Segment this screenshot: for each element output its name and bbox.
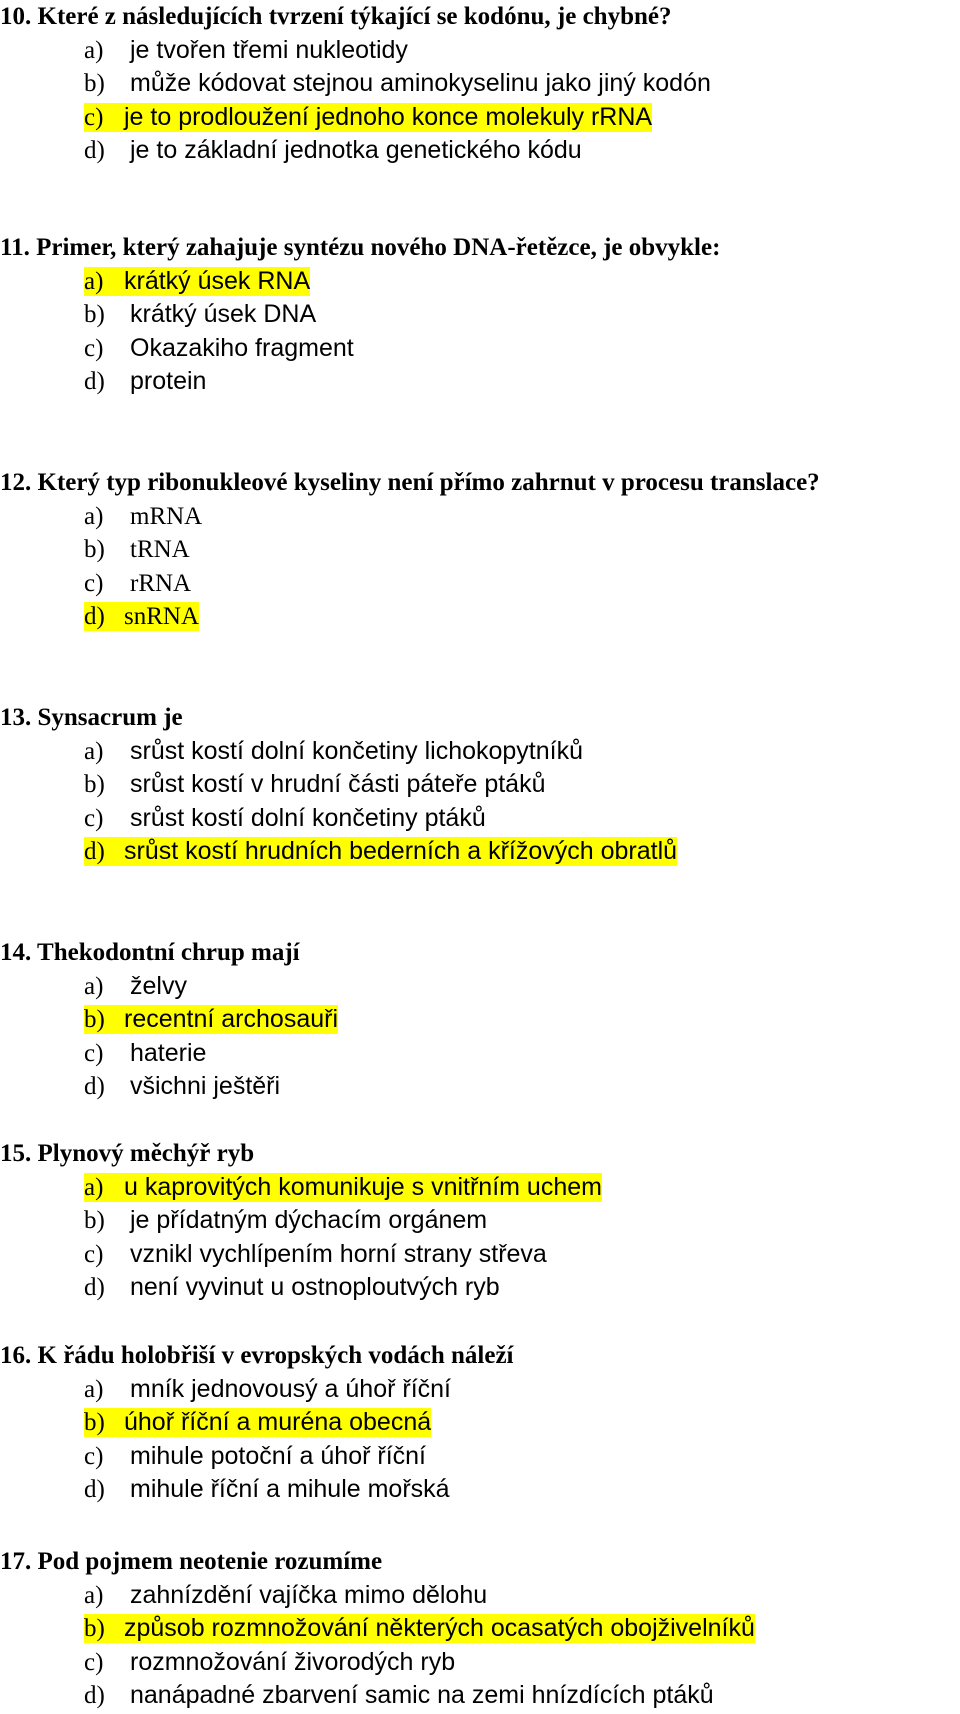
option-letter: b) (84, 771, 105, 798)
option-d (0, 1271, 960, 1305)
option-c (0, 1646, 960, 1680)
option-letter: b) (84, 1615, 105, 1642)
option-text: vznikl vychlípením horní strany střeva (130, 1239, 547, 1268)
option-b (0, 1204, 960, 1238)
option-c (0, 1238, 960, 1272)
answer-highlight (84, 602, 199, 631)
option-text: rRNA (130, 569, 192, 597)
option-b (0, 298, 960, 332)
option-text: srůst kostí v hrudní části páteře ptáků (130, 770, 546, 798)
option-text: je přídatným dýchacím orgánem (130, 1206, 488, 1234)
answer-highlight (84, 1173, 602, 1202)
option-letter: d) (84, 603, 105, 630)
question-title: 16. K řádu holobřiší v evropských vodách náleží (0, 1342, 514, 1369)
option-b-correct (0, 1612, 960, 1646)
option-text: mník jednovousý a úhoř říční (130, 1374, 451, 1403)
option-text: je to prodloužení jednoho konce molekuly rRNA (124, 102, 653, 131)
option-text: mRNA (130, 502, 203, 530)
option-b (0, 533, 960, 567)
option-text: zahnízdění vajíčka mimo dělohu (130, 1580, 488, 1609)
question-15 (0, 1137, 960, 1305)
option-c (0, 567, 960, 601)
question-10 (0, 0, 960, 168)
option-a-correct (0, 1171, 960, 1205)
option-text: želvy (130, 971, 187, 1000)
option-a (0, 1579, 960, 1613)
option-letter: c) (84, 1240, 104, 1268)
option-letter: d) (84, 368, 105, 395)
option-a-correct (0, 265, 960, 299)
option-a (0, 34, 960, 68)
option-c (0, 1037, 960, 1071)
option-letter: b) (84, 70, 105, 97)
option-c (0, 332, 960, 366)
option-text: u kaprovitých komunikuje s vnitřním uchem (124, 1172, 602, 1201)
option-letter: d) (84, 1274, 105, 1301)
option-text: všichni ještěři (130, 1072, 281, 1100)
option-letter: a) (84, 1375, 104, 1403)
option-text: srůst kostí dolní končetiny ptáků (130, 803, 486, 832)
answer-highlight (84, 1614, 755, 1643)
option-text: není vyvinut u ostnoploutvých ryb (130, 1273, 500, 1301)
option-text: Okazakiho fragment (130, 333, 354, 362)
option-text: je to základní jednotka genetického kódu (130, 136, 582, 164)
option-letter: a) (84, 972, 104, 1000)
option-letter: a) (84, 1173, 104, 1201)
question-title: 17. Pod pojmem neotenie rozumíme (0, 1548, 383, 1575)
option-letter: c) (84, 1648, 104, 1676)
option-letter: a) (84, 502, 104, 530)
question-title: 12. Který typ ribonukleové kyseliny není přímo zahrnut v procesu translace? (0, 469, 820, 496)
option-letter: d) (84, 137, 105, 164)
option-letter: d) (84, 838, 105, 865)
option-c-correct (0, 101, 960, 135)
option-d (0, 134, 960, 168)
option-b-correct (0, 1003, 960, 1037)
question-title: 15. Plynový měchýř ryb (0, 1140, 255, 1167)
answer-highlight (84, 1408, 431, 1437)
option-a (0, 735, 960, 769)
option-letter: c) (84, 804, 104, 832)
option-d (0, 365, 960, 399)
option-text: mihule říční a mihule mořská (130, 1475, 450, 1503)
option-b (0, 67, 960, 101)
option-letter: c) (84, 1039, 104, 1067)
question-13 (0, 701, 960, 869)
question-11 (0, 231, 960, 399)
option-text: může kódovat stejnou aminokyselinu jako jiný kodón (130, 69, 711, 97)
option-letter: c) (84, 334, 104, 362)
question-17 (0, 1545, 960, 1713)
option-text: mihule potoční a úhoř říční (130, 1441, 426, 1470)
option-letter: c) (84, 103, 104, 131)
option-text: srůst kostí hrudních bederních a křížových obratlů (124, 837, 678, 865)
option-text: haterie (130, 1038, 207, 1067)
option-letter: b) (84, 1207, 105, 1234)
option-b-correct (0, 1406, 960, 1440)
option-text: úhoř říční a muréna obecná (124, 1408, 432, 1436)
option-letter: a) (84, 36, 104, 64)
option-text: rozmnožování živorodých ryb (130, 1647, 456, 1676)
option-text: protein (130, 367, 207, 395)
option-text: způsob rozmnožování některých ocasatých obojživelníků (124, 1614, 755, 1642)
option-d-correct (0, 600, 960, 634)
option-letter: a) (84, 267, 104, 295)
option-text: srůst kostí dolní končetiny lichokopytníků (130, 736, 584, 765)
option-letter: a) (84, 1581, 104, 1609)
option-letter: b) (84, 1006, 105, 1033)
option-text: recentní archosauři (124, 1005, 339, 1033)
option-letter: d) (84, 1476, 105, 1503)
answer-highlight (84, 103, 652, 132)
option-letter: b) (84, 301, 105, 328)
option-text: krátký úsek RNA (124, 266, 311, 295)
option-letter: c) (84, 1442, 104, 1470)
option-d (0, 1679, 960, 1713)
option-d-correct (0, 835, 960, 869)
question-title: 14. Thekodontní chrup mají (0, 939, 300, 966)
question-12 (0, 466, 960, 634)
option-text: krátký úsek DNA (130, 300, 317, 328)
option-text: je tvořen třemi nukleotidy (130, 35, 408, 64)
option-c (0, 802, 960, 836)
question-title: 10. Které z následujících tvrzení týkající se kodónu, je chybné? (0, 3, 672, 30)
question-14 (0, 936, 960, 1104)
question-title: 13. Synsacrum je (0, 704, 183, 731)
question-16 (0, 1339, 960, 1507)
option-a (0, 970, 960, 1004)
option-letter: d) (84, 1073, 105, 1100)
option-letter: c) (84, 569, 104, 597)
option-d (0, 1070, 960, 1104)
option-a (0, 1373, 960, 1407)
option-letter: b) (84, 1409, 105, 1436)
answer-highlight (84, 837, 677, 866)
option-text: snRNA (124, 603, 200, 630)
option-b (0, 768, 960, 802)
option-text: nanápadné zbarvení samic na zemi hnízdících ptáků (130, 1681, 714, 1709)
answer-highlight (84, 1005, 338, 1034)
option-letter: b) (84, 536, 105, 563)
option-text: tRNA (130, 536, 190, 563)
question-title: 11. Primer, který zahajuje syntézu nového DNA-řetězce, je obvykle: (0, 234, 721, 261)
answer-highlight (84, 267, 310, 296)
option-d (0, 1473, 960, 1507)
option-c (0, 1440, 960, 1474)
option-letter: d) (84, 1682, 105, 1709)
option-a (0, 500, 960, 534)
option-letter: a) (84, 737, 104, 765)
